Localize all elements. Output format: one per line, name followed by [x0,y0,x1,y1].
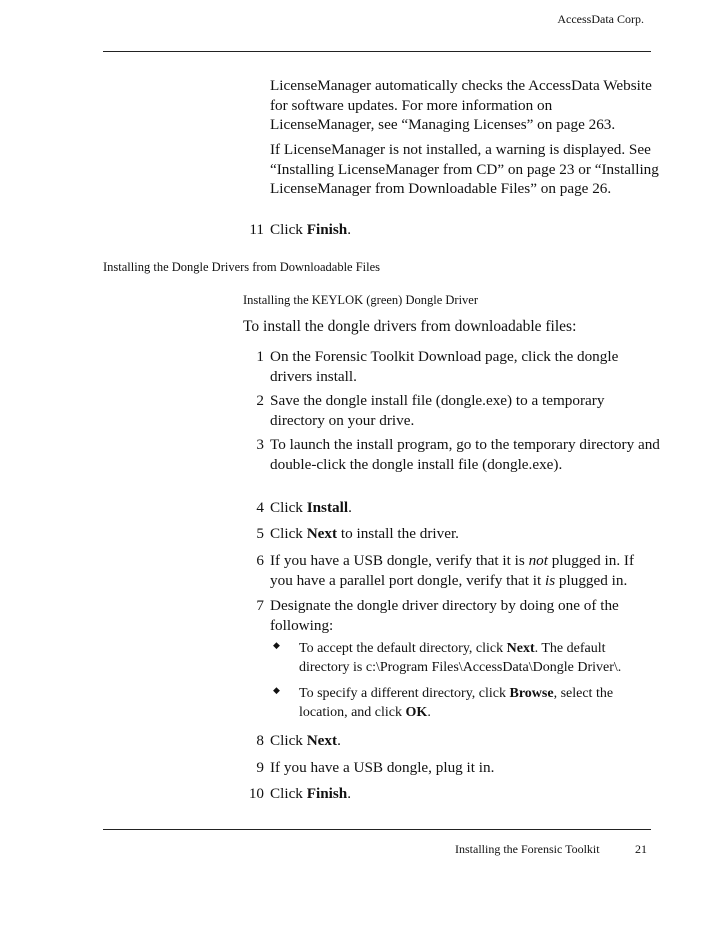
step-bold: Finish [306,221,348,238]
subsection-heading: Installing the KEYLOK (green) Dongle Driver [243,293,478,307]
step-italic-is: is [544,571,556,589]
footer-chapter-title: Installing the Forensic Toolkit [455,842,600,856]
step-bold: Install [306,499,349,516]
step-number: 10 [248,785,264,802]
header-company: AccessData Corp. [557,12,644,26]
footer-page-number: 21 [635,842,647,856]
paragraph-license-updates: LicenseManager automatically checks the AccessData Website for software updates. For more information on LicenseManager, see “Managing Licenses” on page 263. [270,77,652,133]
footer-rule [103,829,651,830]
step-number: 7 [256,597,264,614]
procedure-intro: To install the dongle drivers from downloadable files: [243,318,577,335]
step-number: 6 [256,552,264,569]
bullet-text [299,685,659,722]
step-text: Save the dongle install file (dongle.exe) to a temporary directory on your drive. [270,392,605,429]
step-text: To launch the install program, go to the temporary directory and double-click the dongle install file (dongle.exe). [270,436,660,473]
bullet-text [299,640,659,677]
step-italic-not: not [528,552,548,569]
bullet-text-a: To specify a different directory, click [299,686,510,701]
step-text-post: to install the driver. [337,525,459,542]
step-text-c: plugged in. [555,571,628,589]
bullet-bold-ok: OK [405,704,428,720]
step-text [270,784,660,804]
step-text-pre: Click [270,785,307,802]
bullet-bold: Next [506,641,535,656]
bullet-bold-browse: Browse [509,686,554,701]
step-number: 8 [256,732,264,749]
step-text [270,498,660,518]
diamond-bullet-icon: ◆ [273,640,280,650]
step-text-post: . [348,499,352,516]
step-text-b: plugged in. If you have a parallel port dongle, verify that it [270,552,635,589]
bullet-text-a: To accept the default directory, click [299,641,507,656]
step-text [270,524,660,544]
paragraph-license-warning: If LicenseManager is not installed, a warning is displayed. See “Installing LicenseManager from CD” on page 23 or “Installing LicenseManager from Downloadable Files” on page 26. [270,141,659,197]
step-text [270,220,660,240]
step-text: On the Forensic Toolkit Download page, click the dongle drivers install. [270,348,619,385]
step-text-pre: Click [270,499,307,516]
section-heading: Installing the Dongle Drivers from Downloadable Files [103,260,381,274]
header-rule [103,51,651,52]
step-number: 2 [256,392,264,409]
step-text [270,551,660,590]
step-number: 11 [249,221,264,238]
step-text [270,731,660,751]
diamond-bullet-icon: ◆ [273,685,280,695]
step-bold: Finish [306,785,348,802]
step-number: 1 [256,348,264,365]
step-number: 4 [256,499,264,516]
step-text-post: . [347,221,352,238]
step-text: If you have a USB dongle, plug it in. [270,759,495,776]
step-text-post: . [347,785,352,802]
step-text: Designate the dongle driver directory by doing one of the following: [270,597,619,634]
step-bold: Next [306,525,338,542]
step-text-pre: Click [270,221,307,238]
bullet-text-b: , select the location, and click [299,686,614,720]
step-text-pre: Click [270,732,307,749]
step-text-a: If you have a USB dongle, verify that it is [270,552,529,569]
bullet-text-b: . The default directory is c:\Program Files\AccessData\Dongle Driver\. [299,641,622,675]
step-number: 9 [256,759,264,776]
step-number: 5 [256,525,264,542]
step-text-post: . [337,732,341,749]
step-number: 3 [256,436,264,453]
step-bold: Next [306,732,338,749]
step-text-pre: Click [270,525,307,542]
bullet-text-c: . [427,704,431,720]
